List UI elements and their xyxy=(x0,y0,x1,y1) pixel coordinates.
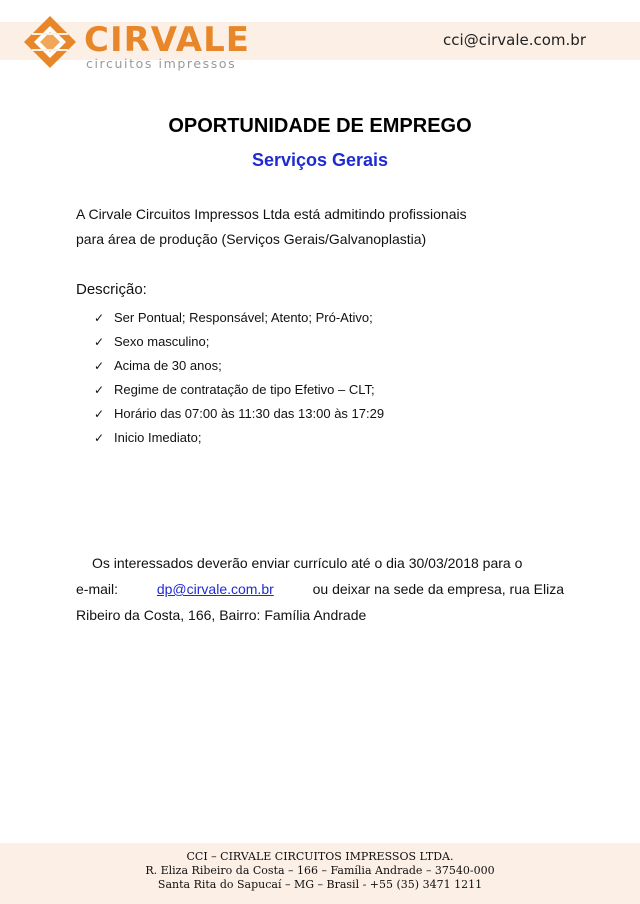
checkmark-icon: ✓ xyxy=(94,359,105,373)
checkmark-icon: ✓ xyxy=(94,407,105,421)
requirement-text: Sexo masculino; xyxy=(114,334,210,349)
checkmark-icon: ✓ xyxy=(94,431,105,445)
footer-contact: Santa Rita do Sapucaí – MG – Brasil - +55 (35) 3471 1211 xyxy=(157,878,483,891)
requirements-list xyxy=(94,306,384,450)
page-subtitle: Serviços Gerais xyxy=(251,150,389,170)
list-item xyxy=(94,306,384,330)
requirement-text: Ser Pontual; Responsável; Atento; Pró-Ativo; xyxy=(114,310,373,325)
closing-line: Ribeiro da Costa, 166, Bairro: Família Andrade xyxy=(76,607,367,623)
page-header xyxy=(0,0,640,78)
list-item xyxy=(94,330,384,354)
requirement-text: Regime de contratação de tipo Efetivo – CLT; xyxy=(114,382,375,397)
requirement-text: Horário das 07:00 às 11:30 das 13:00 às 17:29 xyxy=(114,406,385,421)
closing-line: Os interessados deverão enviar currículo até o dia 30/03/2018 para o xyxy=(92,555,523,571)
closing-line xyxy=(76,576,564,602)
header-email: cci@cirvale.com.br xyxy=(443,31,586,49)
intro-line: para área de produção (Serviços Gerais/Galvanoplastia) xyxy=(76,231,427,247)
requirement-text: Acima de 30 anos; xyxy=(114,358,222,373)
closing-text: ou deixar na sede da empresa, rua Eliza xyxy=(312,581,564,597)
email-link[interactable]: dp@cirvale.com.br xyxy=(156,581,274,597)
closing-paragraph xyxy=(76,550,564,628)
checkmark-icon: ✓ xyxy=(94,335,105,349)
footer-company: CCI – CIRVALE CIRCUITOS IMPRESSOS LTDA. xyxy=(186,850,454,863)
logo-name: CIRVALE xyxy=(84,20,250,60)
intro-paragraph xyxy=(76,202,576,252)
cirvale-logo xyxy=(22,12,250,71)
checkmark-icon: ✓ xyxy=(94,383,105,397)
description-heading: Descrição: xyxy=(76,281,147,298)
list-item xyxy=(94,426,384,450)
intro-line: A Cirvale Circuitos Impressos Ltda está admitindo profissionais xyxy=(76,206,467,222)
footer-address: R. Eliza Ribeiro da Costa – 166 – Família Andrade – 37540-000 xyxy=(145,864,495,877)
page-footer xyxy=(0,843,640,904)
list-item xyxy=(94,378,384,402)
email-label: e-mail: xyxy=(76,581,119,597)
checkmark-icon: ✓ xyxy=(94,311,105,325)
requirement-text: Inicio Imediato; xyxy=(114,430,202,445)
page-title: OPORTUNIDADE DE EMPREGO xyxy=(168,115,472,137)
logo-tagline: circuitos impressos xyxy=(86,56,237,71)
list-item xyxy=(94,354,384,378)
diamond-logo-icon xyxy=(22,12,86,70)
list-item xyxy=(94,402,384,426)
